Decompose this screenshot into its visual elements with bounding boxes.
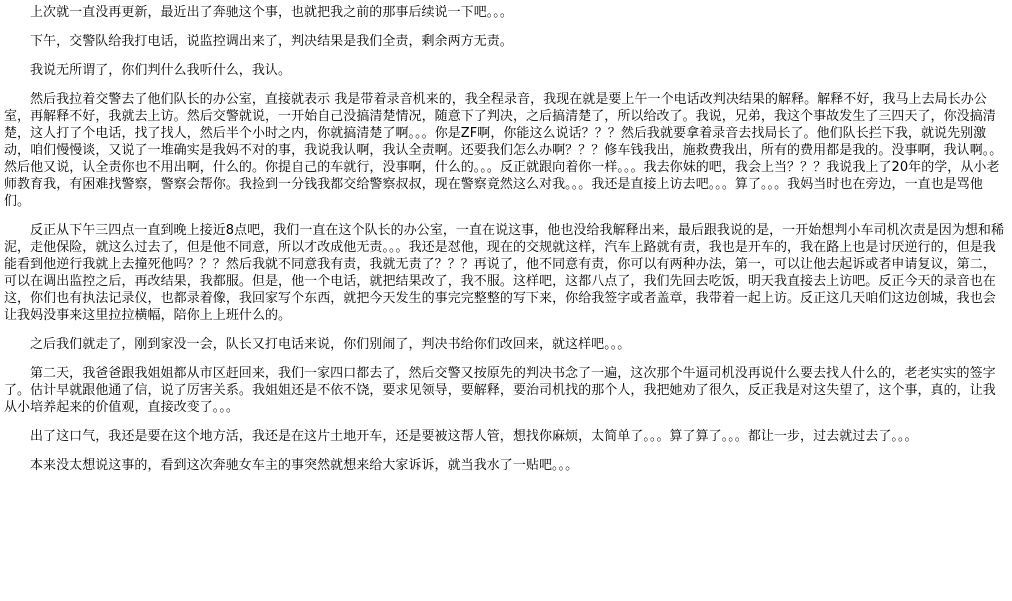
post-paragraph: 下午，交警队给我打电话，说监控调出来了，判决结果是我们全责，剩余两方无责。 <box>30 34 513 49</box>
post-body <box>4 4 1008 486</box>
post-paragraph: 反正从下午三四点一直到晚上接近8点吧，我们一直在这个队长的办公室，一直在说这事，他也没给我解释出来，最后跟我说的是，一开始想判小车司机次责是因为想和稀泥，走他保险，就这么过去了，但是他不同意，所以才改成他无责。。。我还是怼他，现在的交规就这样，汽车上路就有责，我也是开车的，我在路上也是讨厌逆行的，但是我能看到他逆行我就上去撞死他吗？？？然后我就不同意我有责，我就无责了？？？再说了，他不同意有责，你可以有两种办法，第一，可以让他去起诉或者申请复议，第二，可以在调出监控之后，再改结果，我都服。但是，他一个电话，就把结果改了，我不服。这样吧，这都八点了，我们先回去吃饭，明天我直接去上访吧。反正今天的录音也在这，你们也有执法记录仪，也都录着像，我回家写个东西，就把今天发生的事完完整整的写下来，你给我签字或者盖章，我带着一起上访。反正这几天咱们这边创城，我也会让我妈没事来这里拉拉横幅，陪你上上班什么的。 <box>4 223 1005 323</box>
post-paragraph: 出了这口气，我还是要在这个地方活，我还是在这片土地开车，还是要被这帮人管，想找你麻烦，太简单了。。。算了算了。。。都让一步，过去就过去了。。。 <box>30 429 918 444</box>
post-paragraph: 之后我们就走了，刚到家没一会，队长又打电话来说，你们别闹了，判决书给你们改回来，就这样吧。。。 <box>30 337 631 352</box>
post-paragraph: 我说无所谓了，你们判什么我听什么，我认。 <box>30 63 292 78</box>
post-paragraph: 上次就一直没再更新，最近出了奔驰这个事，也就把我之前的那事后续说一下吧。。。 <box>30 5 513 20</box>
post-paragraph: 然后我拉着交警去了他们队长的办公室，直接就表示 我是带着录音机来的，我全程录音，我现在就是要上午一个电话改判决结果的解释。解释不好，我马上去局长办公室，再解释不好，我就去上访。然后交警就说，一开始自己没搞清楚情况，随意下了判决，之后搞清楚了，所以给改了。我说，兄弟，我这个事故发生了三四天了，你没搞清楚，这人打了个电话，找了找人，然后半个小时之内，你就搞清楚了啊。。。你是ZF啊，你能这么说话？？？然后我就要拿着录音去找局长了。他们队长拦下我，就说先别激动，咱们慢慢谈，又说了一堆确实是我妈不对的事，我说我认啊，我认全责啊。还要我们怎么办啊？？？修车钱我出，施救费我出，所有的费用都是我的。没事啊，我认啊。。然后他又说，认全责你也不用出啊，什么的。你提自己的车就行，没事啊，什么的。。。反正就跟向着你一样。。。我去你妹的吧，我会上当？？？我说我上了20年的学，从小老师教育我，有困难找警察，警察会帮你。我捡到一分钱我都交给警察叔叔，现在警察竟然这么对我。。。我还是直接上访去吧。。。算了。。。我妈当时也在旁边，一直也是骂他们。 <box>4 92 1003 209</box>
post-paragraph: 本来没太想说这事的，看到这次奔驰女车主的事突然就想来给大家诉诉，就当我水了一贴吧。。。 <box>30 458 579 473</box>
post-paragraph: 第二天，我爸爸跟我姐姐都从市区赶回来，我们一家四口都去了，然后交警又按原先的判决书念了一遍，这次那个牛逼司机没再说什么要去找人什么的，老老实实的签字了。估计早就跟他通了信，说了厉害关系。我姐姐还是不依不饶，要求见领导，要解释，要治司机找的那个人，我把她劝了很久，反正我是对这失望了，这个事，真的，让我从小培养起来的价值观，直接改变了。。。 <box>4 366 996 415</box>
